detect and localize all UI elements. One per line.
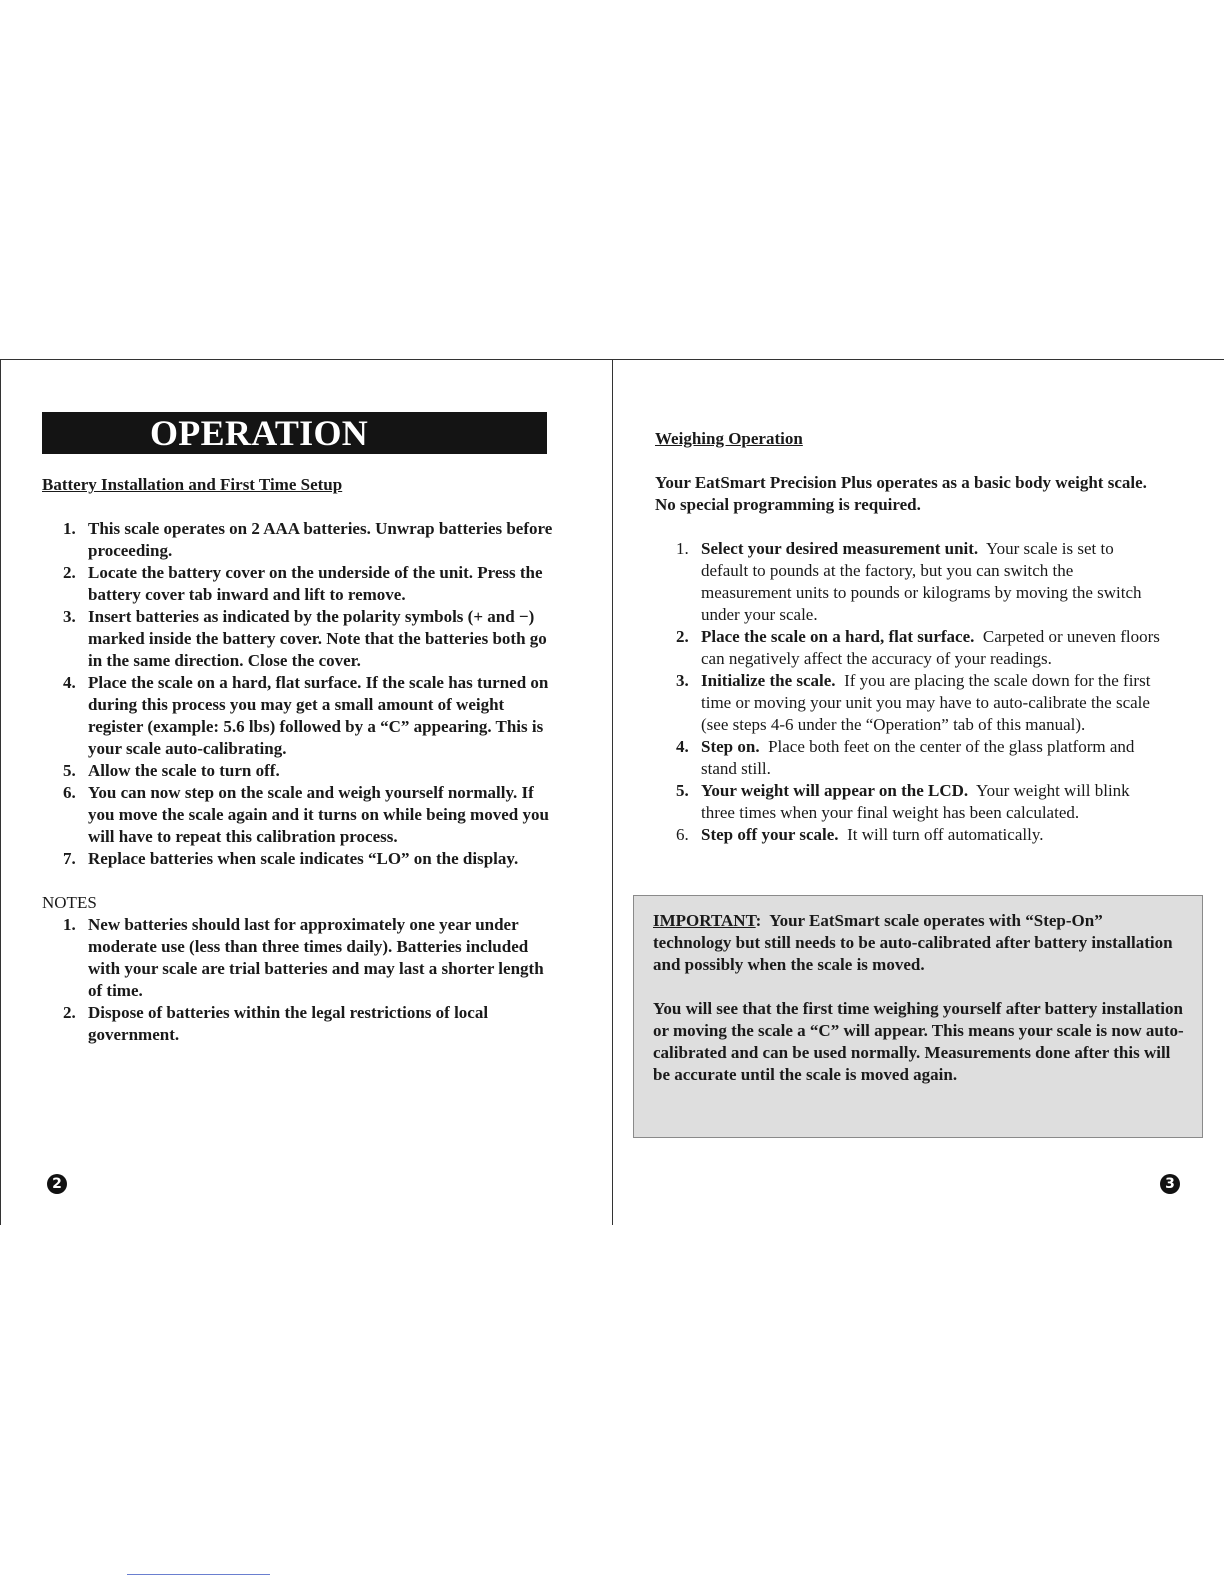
list-item: 3. Initialize the scale. If you are placing the scale down for the first time or moving your unit you may have to auto-calibrate the scale (see steps 4-6 under the “Operation” tab of this manual). — [676, 671, 1151, 734]
battery-setup-steps — [42, 518, 562, 870]
list-item: 6. You can now step on the scale and weigh yourself normally. If you move the scale again and it turns on while being moved you will have to repeat this calibration process. — [63, 783, 549, 846]
list-item: 7. Replace batteries when scale indicates “LO” on the display. — [63, 849, 519, 868]
list-item: 2. Place the scale on a hard, flat surface. Carpeted or uneven floors can negatively affect the accuracy of your readings. — [676, 627, 1160, 668]
notes-list — [42, 914, 562, 1046]
list-item: 1. New batteries should last for approximately one year under moderate use (less than three times daily). Batteries included with your scale are trial batteries and may last a shorter length of time. — [63, 915, 544, 1000]
weighing-steps — [655, 538, 1160, 846]
page-number-badge: 3 — [1160, 1174, 1180, 1194]
list-item: 3. Insert batteries as indicated by the polarity symbols (+ and −) marked inside the battery cover. Note that the batteries both go in the same direction. Close the cover. — [63, 607, 547, 670]
page-spread-divider — [612, 359, 613, 1225]
list-item: 5. Allow the scale to turn off. — [63, 761, 280, 780]
battery-setup-heading: Battery Installation and First Time Setup — [42, 475, 343, 494]
list-item: 5. Your weight will appear on the LCD. Your weight will blink three times when your final weight has been calculated. — [676, 781, 1130, 822]
list-item: 2. Dispose of batteries within the legal restrictions of local government. — [63, 1003, 489, 1044]
list-item: 2. Locate the battery cover on the underside of the unit. Press the battery cover tab inward and lift to remove. — [63, 563, 543, 604]
list-item: 4. Place the scale on a hard, flat surface. If the scale has turned on during this process you may get a small amount of weight register (example: 5.6 lbs) followed by a “C” appearing. This is your scale auto-calibrating. — [63, 673, 549, 758]
weighing-operation-heading: Weighing Operation — [655, 429, 803, 448]
operation-banner: OPERATION — [42, 412, 547, 454]
bottom-link-underline — [127, 1574, 270, 1575]
list-item: 4. Step on. Place both feet on the center of the glass platform and stand still. — [676, 737, 1135, 778]
right-page — [655, 428, 1165, 846]
page-frame-left-border — [0, 359, 1, 1225]
notes-heading: NOTES — [42, 893, 97, 912]
page-number-badge: 2 — [47, 1174, 67, 1194]
list-item: 1. This scale operates on 2 AAA batteries. Unwrap batteries before proceeding. — [63, 519, 553, 560]
left-page — [42, 412, 582, 1046]
important-label: IMPORTANT — [653, 911, 756, 930]
important-notice-box — [633, 895, 1203, 1138]
list-item: 1. Select your desired measurement unit. Your scale is set to default to pounds at the factory, but you can switch the measurement units to pounds or kilograms by moving the switch under your scale. — [676, 539, 1142, 624]
weighing-intro: Your EatSmart Precision Plus operates as a basic body weight scale. No special programming is required. — [655, 473, 1147, 514]
important-paragraph-1: IMPORTANT: Your EatSmart scale operates with “Step-On” technology but still needs to be auto-calibrated after battery installation and possibly when the scale is moved. — [653, 911, 1173, 974]
list-item: 6. Step off your scale. It will turn off automatically. — [676, 825, 1044, 844]
important-paragraph-2: You will see that the first time weighing yourself after battery installation or moving the scale a “C” will appear. This means your scale is now auto-calibrated and can be used normally. Measurements done after this will be accurate until the scale is moved again. — [653, 999, 1184, 1084]
